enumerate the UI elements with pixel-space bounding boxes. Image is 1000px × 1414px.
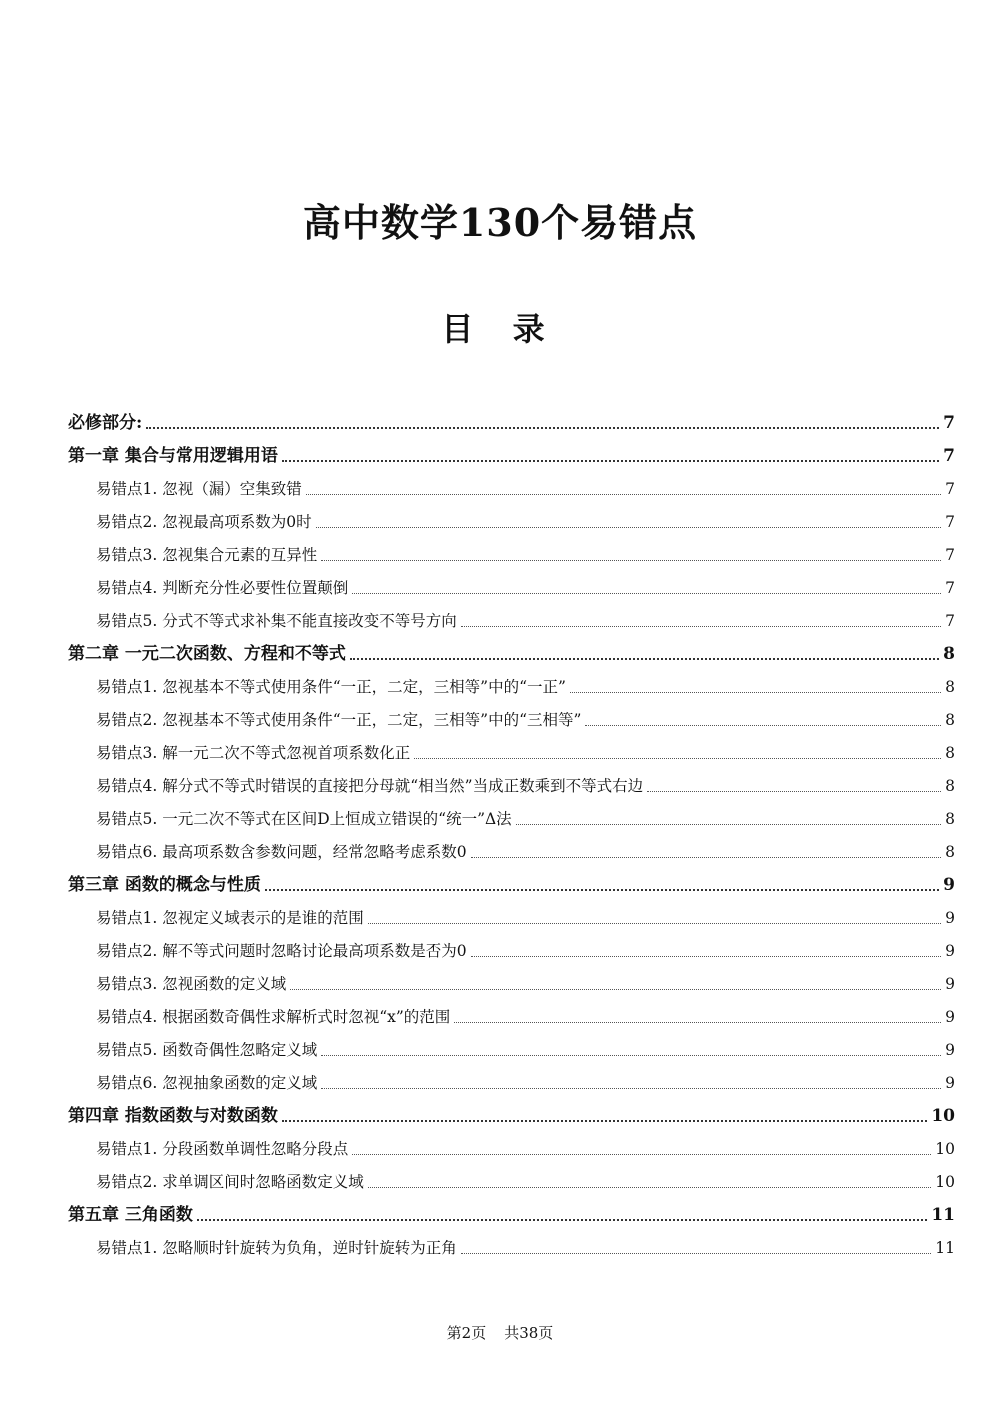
- toc-item-entry[interactable]: [68, 565, 955, 598]
- toc-dot-leader: [350, 658, 939, 660]
- toc-item-entry[interactable]: [68, 664, 955, 697]
- toc-entry-label: 易错点2. 求单调区间时忽略函数定义域: [96, 1173, 364, 1191]
- toc-entry-label: 易错点4. 根据函数奇偶性求解析式时忽视“x”的范围: [96, 1008, 451, 1026]
- toc-dot-leader: [197, 1219, 927, 1221]
- toc-entry-page-number: 9: [945, 942, 955, 960]
- document-title: 高中数学130个易错点: [302, 200, 698, 245]
- toc-item-entry[interactable]: [68, 763, 955, 796]
- toc-item-entry[interactable]: [68, 829, 955, 862]
- toc-entry-page-number: 7: [945, 579, 955, 597]
- current-page-label: 第2页: [446, 1324, 487, 1342]
- toc-entry-page-number: 8: [945, 711, 955, 729]
- toc-chapter-entry[interactable]: [68, 1192, 955, 1225]
- toc-entry-page-number: 9: [945, 1008, 955, 1026]
- toc-dot-leader: [471, 857, 942, 858]
- toc-item-entry[interactable]: [68, 1027, 955, 1060]
- total-pages-label: 共38页: [504, 1324, 554, 1342]
- toc-item-entry[interactable]: [68, 1060, 955, 1093]
- toc-entry-label: 易错点1. 忽视基本不等式使用条件“一正，二定，三相等”中的“一正”: [96, 678, 566, 696]
- toc-dot-leader: [461, 1253, 932, 1254]
- toc-entry-label: 易错点2. 解不等式问题时忽略讨论最高项系数是否为0: [96, 942, 467, 960]
- toc-dot-leader: [352, 1154, 931, 1155]
- toc-entry-page-number: 8: [945, 678, 955, 696]
- toc-entry-page-number: 11: [935, 1239, 955, 1257]
- toc-dot-leader: [321, 1055, 941, 1056]
- toc-dot-leader: [282, 1120, 927, 1122]
- toc-entry-label: 易错点5. 分式不等式求补集不能直接改变不等号方向: [96, 612, 457, 630]
- toc-entry-page-number: 9: [945, 975, 955, 993]
- toc-dot-leader: [321, 560, 941, 561]
- toc-dot-leader: [352, 593, 941, 594]
- toc-dot-leader: [471, 956, 942, 957]
- toc-item-entry[interactable]: [68, 961, 955, 994]
- toc-entry-label: 易错点3. 忽视函数的定义域: [96, 975, 287, 993]
- toc-entry-label: 易错点3. 解一元二次不等式忽视首项系数化正: [96, 744, 411, 762]
- toc-entry-page-number: 8: [943, 644, 955, 664]
- toc-item-entry[interactable]: [68, 994, 955, 1027]
- toc-item-entry[interactable]: [68, 598, 955, 631]
- toc-item-entry[interactable]: [68, 466, 955, 499]
- toc-dot-leader: [516, 824, 941, 825]
- toc-entry-label: 易错点6. 最高项系数含参数问题，经常忽略考虑系数0: [96, 843, 467, 861]
- toc-entry-page-number: 8: [945, 777, 955, 795]
- toc-entry-page-number: 10: [931, 1106, 955, 1126]
- table-of-contents: [68, 400, 955, 1258]
- toc-dot-leader: [414, 758, 941, 759]
- toc-item-entry[interactable]: [68, 532, 955, 565]
- toc-dot-leader: [306, 494, 941, 495]
- toc-entry-page-number: 9: [943, 875, 955, 895]
- toc-item-entry[interactable]: [68, 1159, 955, 1192]
- toc-dot-leader: [316, 527, 942, 528]
- toc-entry-label: 易错点4. 判断充分性必要性位置颠倒: [96, 579, 349, 597]
- toc-item-entry[interactable]: [68, 796, 955, 829]
- toc-dot-leader: [282, 460, 939, 462]
- toc-entry-label: 易错点1. 忽视定义域表示的是谁的范围: [96, 909, 364, 927]
- toc-dot-leader: [570, 692, 941, 693]
- toc-dot-leader: [647, 791, 941, 792]
- toc-entry-label: 第四章 指数函数与对数函数: [68, 1106, 278, 1126]
- toc-entry-label: 第一章 集合与常用逻辑用语: [68, 446, 278, 466]
- toc-chapter-entry[interactable]: [68, 400, 955, 433]
- toc-item-entry[interactable]: [68, 895, 955, 928]
- toc-entry-label: 易错点4. 解分式不等式时错误的直接把分母就“相当然”当成正数乘到不等式右边: [96, 777, 644, 795]
- toc-entry-label: 易错点6. 忽视抽象函数的定义域: [96, 1074, 318, 1092]
- toc-item-entry[interactable]: [68, 499, 955, 532]
- toc-chapter-entry[interactable]: [68, 1093, 955, 1126]
- toc-entry-label: 易错点1. 忽略顺时针旋转为负角，逆时针旋转为正角: [96, 1239, 457, 1257]
- toc-entry-label: 易错点2. 忽视最高项系数为0时: [96, 513, 312, 531]
- toc-entry-page-number: 11: [931, 1205, 955, 1225]
- toc-entry-page-number: 7: [945, 513, 955, 531]
- toc-heading: 目 录: [441, 310, 559, 348]
- toc-entry-label: 易错点3. 忽视集合元素的互异性: [96, 546, 318, 564]
- toc-entry-label: 易错点5. 函数奇偶性忽略定义域: [96, 1041, 318, 1059]
- toc-entry-page-number: 10: [935, 1173, 955, 1191]
- toc-dot-leader: [146, 427, 939, 429]
- toc-dot-leader: [368, 923, 941, 924]
- toc-entry-label: 第三章 函数的概念与性质: [68, 875, 261, 895]
- toc-entry-label: 易错点1. 忽视（漏）空集致错: [96, 480, 302, 498]
- toc-item-entry[interactable]: [68, 730, 955, 763]
- toc-entry-page-number: 9: [945, 1074, 955, 1092]
- toc-entry-page-number: 8: [945, 810, 955, 828]
- toc-entry-page-number: 8: [945, 744, 955, 762]
- toc-entry-page-number: 7: [945, 546, 955, 564]
- toc-entry-page-number: 10: [935, 1140, 955, 1158]
- toc-item-entry[interactable]: [68, 1126, 955, 1159]
- toc-dot-leader: [585, 725, 941, 726]
- toc-item-entry[interactable]: [68, 1225, 955, 1258]
- toc-dot-leader: [461, 626, 941, 627]
- toc-dot-leader: [368, 1187, 932, 1188]
- toc-item-entry[interactable]: [68, 928, 955, 961]
- toc-dot-leader: [265, 889, 939, 891]
- toc-entry-label: 易错点2. 忽视基本不等式使用条件“一正，二定，三相等”中的“三相等”: [96, 711, 582, 729]
- toc-entry-label: 易错点5. 一元二次不等式在区间D上恒成立错误的“统一”Δ法: [96, 810, 512, 828]
- toc-dot-leader: [454, 1022, 941, 1023]
- toc-entry-label: 易错点1. 分段函数单调性忽略分段点: [96, 1140, 349, 1158]
- toc-entry-page-number: 9: [945, 909, 955, 927]
- toc-entry-label: 第二章 一元二次函数、方程和不等式: [68, 644, 346, 664]
- toc-item-entry[interactable]: [68, 697, 955, 730]
- toc-entry-label: 第五章 三角函数: [68, 1205, 193, 1225]
- toc-entry-page-number: 9: [945, 1041, 955, 1059]
- toc-entry-page-number: 7: [943, 446, 955, 466]
- toc-entry-page-number: 7: [945, 612, 955, 630]
- toc-entry-page-number: 7: [943, 413, 955, 433]
- toc-entry-page-number: 8: [945, 843, 955, 861]
- toc-dot-leader: [290, 989, 941, 990]
- toc-dot-leader: [321, 1088, 941, 1089]
- toc-chapter-entry[interactable]: [68, 631, 955, 664]
- toc-entry-label: 必修部分:: [68, 413, 143, 433]
- toc-chapter-entry[interactable]: [68, 862, 955, 895]
- toc-entry-page-number: 7: [945, 480, 955, 498]
- page-footer: [0, 1322, 1000, 1343]
- toc-chapter-entry[interactable]: [68, 433, 955, 466]
